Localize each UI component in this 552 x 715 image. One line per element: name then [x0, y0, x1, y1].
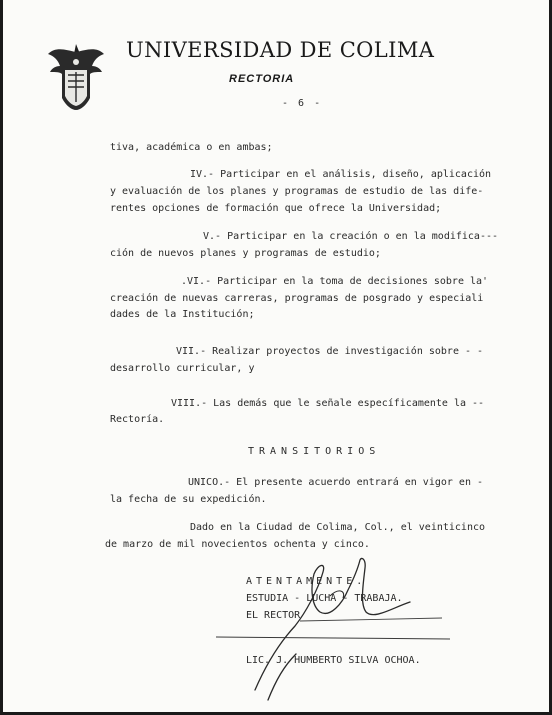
- text-line: ción de nuevos planes y programas de estudio;: [110, 248, 381, 259]
- section-heading: TRANSITORIOS: [248, 446, 381, 457]
- office-name: RECTORIA: [229, 73, 295, 85]
- scan-edge-left: [0, 0, 3, 715]
- text-line: Rectoría.: [110, 414, 165, 425]
- text-line: V.- Participar en la creación o en la modifica---: [203, 231, 499, 242]
- closing-salutation: ATENTAMENTE.: [246, 576, 367, 587]
- closing-motto: ESTUDIA - LUCHA - TRABAJA.: [246, 593, 403, 604]
- text-line: IV.- Participar en el análisis, diseño, aplicación: [190, 169, 492, 180]
- text-line: dades de la Institución;: [110, 309, 255, 320]
- university-seal-icon: [46, 40, 106, 112]
- text-line: rentes opciones de formación que ofrece la Universidad;: [110, 203, 442, 214]
- text-line: VII.- Realizar proyectos de investigación sobre - -: [176, 346, 484, 357]
- page-number: - 6 -: [282, 98, 323, 109]
- text-line: la fecha de su expedición.: [110, 494, 267, 505]
- text-line: VIII.- Las demás que le señale específicamente la --: [171, 398, 485, 409]
- text-line: Dado en la Ciudad de Colima, Col., el veinticinco: [190, 522, 486, 533]
- text-line: tiva, académica o en ambas;: [110, 142, 273, 153]
- text-line: desarrollo curricular, y: [110, 363, 255, 374]
- text-line: .VI.- Participar en la toma de decisiones sobre la': [181, 276, 489, 287]
- closing-title: EL RECTOR: [246, 610, 301, 621]
- text-line: UNICO.- El presente acuerdo entrará en vigor en -: [188, 477, 484, 488]
- text-line: creación de nuevas carreras, programas de posgrado y especiali: [110, 293, 484, 304]
- university-name: UNIVERSIDAD DE COLIMA: [126, 38, 435, 62]
- text-line: y evaluación de los planes y programas de estudio de las dife-: [110, 186, 484, 197]
- signatory-name: LIC. J. HUMBERTO SILVA OCHOA.: [246, 655, 421, 666]
- text-line: de marzo de mil novecientos ochenta y cinco.: [105, 539, 370, 550]
